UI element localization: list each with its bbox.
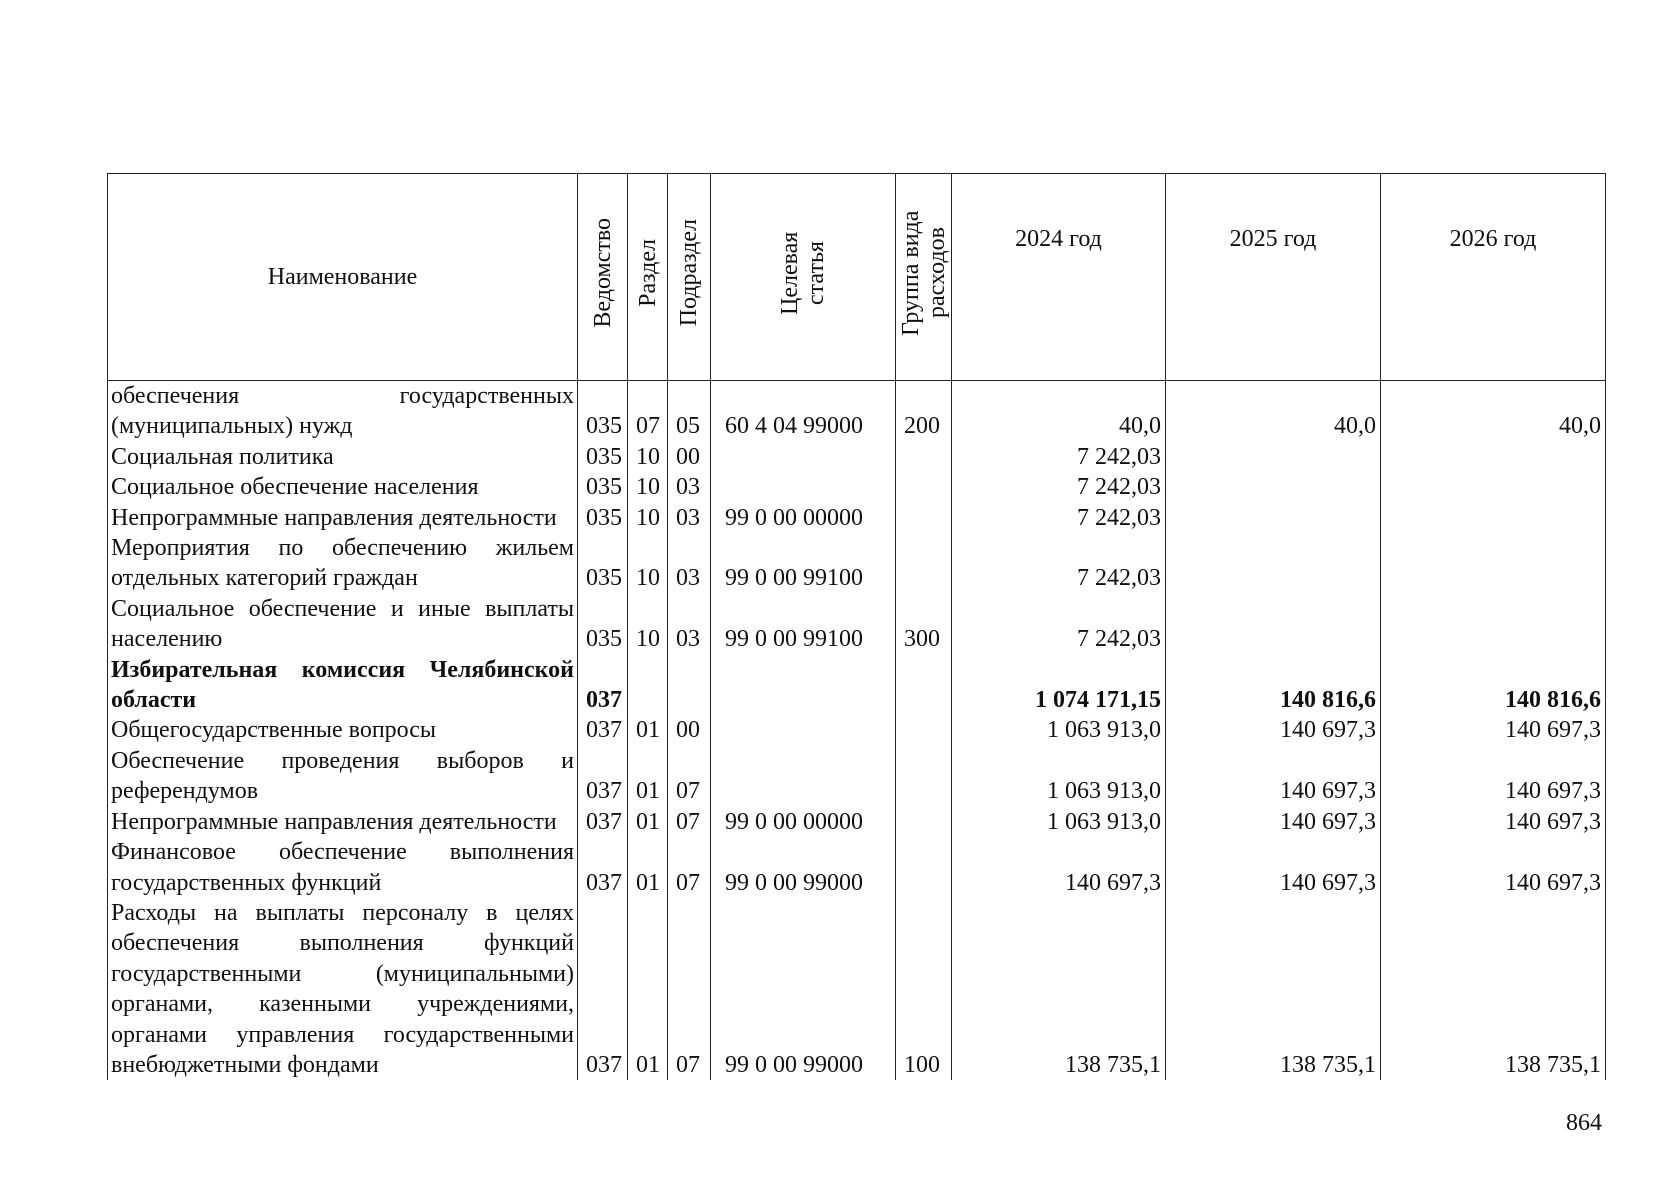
cell-section: 01 (628, 837, 668, 898)
cell-target: 99 0 00 99100 (711, 533, 896, 594)
cell-target: 99 0 00 00000 (711, 503, 896, 533)
table-row (108, 898, 1606, 1080)
cell-y2024: 1 074 171,15 (952, 655, 1166, 716)
cell-y2026: 140 697,3 (1381, 715, 1606, 745)
cell-y2025: 140 816,6 (1166, 655, 1381, 716)
table-body (108, 381, 1606, 1081)
cell-y2024: 7 242,03 (952, 503, 1166, 533)
cell-y2024: 140 697,3 (952, 837, 1166, 898)
cell-section: 01 (628, 898, 668, 1080)
table-row (108, 503, 1606, 533)
cell-subsection: 03 (668, 594, 711, 655)
cell-target: 60 4 04 99000 (711, 381, 896, 442)
cell-target: 99 0 00 99000 (711, 898, 896, 1080)
cell-subsection: 00 (668, 442, 711, 472)
cell-subsection: 07 (668, 807, 711, 837)
table-row (108, 381, 1606, 442)
cell-dept: 037 (578, 898, 628, 1080)
cell-name: Обеспечение проведения выборов и референдумов (108, 746, 578, 807)
cell-y2025: 40,0 (1166, 381, 1381, 442)
cell-subsection: 03 (668, 503, 711, 533)
cell-name: Непрограммные направления деятельности (108, 503, 578, 533)
table-row (108, 442, 1606, 472)
table-row (108, 533, 1606, 594)
cell-name: Общегосударственные вопросы (108, 715, 578, 745)
cell-y2025 (1166, 533, 1381, 594)
page-number: 864 (1566, 1110, 1602, 1136)
cell-target (711, 472, 896, 502)
cell-section: 01 (628, 746, 668, 807)
cell-y2025 (1166, 472, 1381, 502)
cell-section: 10 (628, 472, 668, 502)
cell-group (896, 746, 952, 807)
table-row (108, 715, 1606, 745)
cell-target: 99 0 00 00000 (711, 807, 896, 837)
cell-y2024: 7 242,03 (952, 472, 1166, 502)
cell-y2024: 138 735,1 (952, 898, 1166, 1080)
cell-target (711, 715, 896, 745)
cell-y2025 (1166, 503, 1381, 533)
cell-target: 99 0 00 99100 (711, 594, 896, 655)
cell-group: 100 (896, 898, 952, 1080)
cell-y2025: 138 735,1 (1166, 898, 1381, 1080)
cell-dept: 037 (578, 746, 628, 807)
cell-target (711, 746, 896, 807)
cell-y2024: 7 242,03 (952, 442, 1166, 472)
cell-dept: 037 (578, 807, 628, 837)
cell-y2024: 1 063 913,0 (952, 746, 1166, 807)
cell-y2026: 140 697,3 (1381, 837, 1606, 898)
cell-y2025 (1166, 594, 1381, 655)
cell-y2026: 138 735,1 (1381, 898, 1606, 1080)
cell-group (896, 655, 952, 716)
cell-dept: 037 (578, 837, 628, 898)
cell-y2024: 1 063 913,0 (952, 715, 1166, 745)
cell-name: Непрограммные направления деятельности (108, 807, 578, 837)
cell-section: 07 (628, 381, 668, 442)
header-section: Раздел (628, 174, 668, 381)
cell-y2025: 140 697,3 (1166, 746, 1381, 807)
cell-dept: 035 (578, 533, 628, 594)
cell-subsection: 03 (668, 533, 711, 594)
cell-subsection: 05 (668, 381, 711, 442)
table-row (108, 837, 1606, 898)
cell-subsection: 03 (668, 472, 711, 502)
cell-y2024: 7 242,03 (952, 594, 1166, 655)
cell-y2026 (1381, 472, 1606, 502)
cell-subsection (668, 655, 711, 716)
cell-subsection: 00 (668, 715, 711, 745)
cell-dept: 035 (578, 472, 628, 502)
cell-y2026: 140 697,3 (1381, 807, 1606, 837)
cell-target (711, 442, 896, 472)
cell-subsection: 07 (668, 746, 711, 807)
cell-dept: 035 (578, 442, 628, 472)
cell-y2026: 40,0 (1381, 381, 1606, 442)
header-group: Группа вида расходов (896, 174, 952, 381)
table-row (108, 746, 1606, 807)
cell-dept: 035 (578, 594, 628, 655)
cell-group: 200 (896, 381, 952, 442)
cell-name: Мероприятия по обеспечению жильем отдельных категорий граждан (108, 533, 578, 594)
cell-dept: 035 (578, 381, 628, 442)
cell-section: 10 (628, 533, 668, 594)
table-row (108, 594, 1606, 655)
cell-dept: 037 (578, 655, 628, 716)
header-name: Наименование (108, 174, 578, 381)
cell-group (896, 533, 952, 594)
cell-name: Социальное обеспечение населения (108, 472, 578, 502)
header-row (108, 174, 1606, 381)
cell-section: 01 (628, 715, 668, 745)
header-2026: 2026 год (1381, 174, 1606, 381)
table-row (108, 472, 1606, 502)
cell-group (896, 503, 952, 533)
cell-target (711, 655, 896, 716)
cell-y2025: 140 697,3 (1166, 837, 1381, 898)
cell-name: Социальное обеспечение и иные выплаты населению (108, 594, 578, 655)
cell-y2024: 1 063 913,0 (952, 807, 1166, 837)
cell-group: 300 (896, 594, 952, 655)
cell-dept: 035 (578, 503, 628, 533)
cell-group (896, 472, 952, 502)
header-subsection: Подраздел (668, 174, 711, 381)
cell-name: Расходы на выплаты персоналу в целях обеспечения выполнения функций государственными (муниципальными) органами, казенными учреждениями, органами управления государственными внебюджетными фондами (108, 898, 578, 1080)
cell-y2026 (1381, 442, 1606, 472)
cell-subsection: 07 (668, 898, 711, 1080)
cell-y2026: 140 816,6 (1381, 655, 1606, 716)
budget-table (107, 173, 1606, 1080)
cell-y2026 (1381, 503, 1606, 533)
cell-target: 99 0 00 99000 (711, 837, 896, 898)
header-target: Целевая статья (711, 174, 896, 381)
table-row (108, 655, 1606, 716)
cell-name: Финансовое обеспечение выполнения государственных функций (108, 837, 578, 898)
table-row (108, 807, 1606, 837)
cell-y2025: 140 697,3 (1166, 807, 1381, 837)
cell-group (896, 837, 952, 898)
cell-y2024: 40,0 (952, 381, 1166, 442)
cell-y2026 (1381, 533, 1606, 594)
cell-subsection: 07 (668, 837, 711, 898)
cell-section: 10 (628, 442, 668, 472)
header-2025: 2025 год (1166, 174, 1381, 381)
cell-section: 10 (628, 594, 668, 655)
header-dept: Ведомство (578, 174, 628, 381)
cell-y2025: 140 697,3 (1166, 715, 1381, 745)
cell-name: Социальная политика (108, 442, 578, 472)
cell-y2026: 140 697,3 (1381, 746, 1606, 807)
cell-y2024: 7 242,03 (952, 533, 1166, 594)
cell-section: 10 (628, 503, 668, 533)
cell-group (896, 715, 952, 745)
cell-y2025 (1166, 442, 1381, 472)
cell-dept: 037 (578, 715, 628, 745)
cell-section: 01 (628, 807, 668, 837)
cell-name: обеспечения государственных (муниципальных) нужд (108, 381, 578, 442)
cell-section (628, 655, 668, 716)
cell-group (896, 807, 952, 837)
cell-y2026 (1381, 594, 1606, 655)
cell-group (896, 442, 952, 472)
header-2024: 2024 год (952, 174, 1166, 381)
cell-name: Избирательная комиссия Челябинской области (108, 655, 578, 716)
